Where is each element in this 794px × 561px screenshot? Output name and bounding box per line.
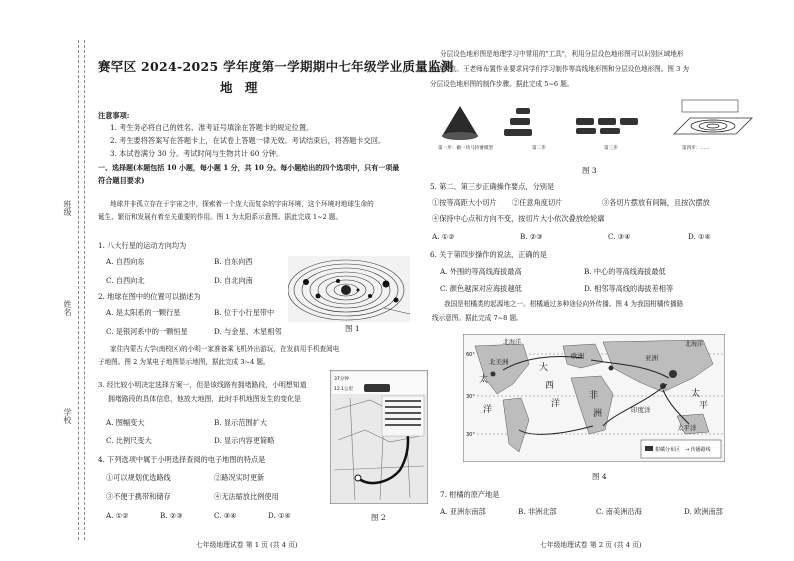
fig4-africa-1: 非	[589, 391, 599, 401]
q4-option-c[interactable]: C. ③④	[214, 511, 237, 520]
fig4-north-america: 北美洲	[489, 358, 509, 366]
figure-3-steps	[436, 96, 760, 158]
q6-option-b[interactable]: B. 中心的等高线海拔最低	[584, 267, 666, 276]
q5-option-b[interactable]: B. ②③	[520, 232, 543, 241]
q5-option-c[interactable]: C. ③④	[608, 232, 631, 241]
binding-line-2	[78, 40, 79, 540]
q7-option-b[interactable]: B. 非洲北部	[518, 507, 557, 516]
fig2-time: 37分钟	[334, 377, 349, 382]
class-label: 班级	[63, 200, 72, 216]
q2-option-d[interactable]: D. 与金星、木星相邻	[214, 327, 282, 336]
q1-option-b[interactable]: B. 自东向西	[214, 257, 253, 266]
q2-stem: 2. 地球在图中的位置可以描述为	[98, 292, 201, 301]
q1-option-c[interactable]: C. 自西向北	[106, 276, 145, 285]
q5-item-3: ③各切片摆放有间隔，且按次摆放	[602, 198, 710, 207]
fig4-africa-2: 洲	[593, 409, 603, 419]
fig4-europe: 欧洲	[571, 352, 584, 360]
q4-item-2: ②路况实时更新	[214, 473, 265, 482]
fig3-step2: 第二步	[532, 146, 546, 151]
figure-2-caption: 图 2	[371, 513, 386, 522]
q6-option-a[interactable]: A. 外围的等高线海拔最高	[440, 267, 522, 276]
binding-line	[84, 40, 85, 540]
q7-stem: 7. 柑橘的原产地是	[440, 490, 500, 499]
q3-option-a[interactable]: A. 图幅变大	[106, 418, 145, 427]
fig4-legend-1: 柑橘分布区	[655, 447, 681, 453]
fig3-step1: 第一步：做一块马铃薯模型	[438, 146, 494, 151]
fig4-atlantic-3: 洋	[551, 399, 561, 409]
right-intro-line1: 分层设色地形图是地理学习中常用的"工具"，利用分层设色地形图可以识别区域地形	[440, 50, 684, 58]
right-intro-line2: 地势特点。王老师布置作业要求同学们学习制作等高线地形图和分层设色地形图。图 3 为	[430, 65, 689, 73]
q1-option-a[interactable]: A. 自西向东	[106, 257, 145, 266]
fig4-pacific-right-1: 太	[691, 389, 701, 399]
q5-item-1: ①按等高距大小切片	[432, 198, 497, 207]
q4-item-4: ④无法缩放比例使用	[214, 492, 279, 501]
notice-item: 2. 考生要将答案写在答题卡上，在试卷上答题一律无效。考试结束后，将答题卡交回。	[110, 136, 386, 145]
q5-stem: 5. 第二、第三步正确操作要点，分别是	[430, 182, 555, 191]
school-label: 学校	[63, 408, 72, 424]
passage1-line2: 诞生、繁衍和发展有着至关重要的作用。图 1 为太阳系示意图。据此完成 1~2 题。	[98, 213, 343, 221]
q4-option-b[interactable]: B. ②③	[160, 511, 183, 520]
section1-line1: 一、选择题(本题包括 10 小题，每小题 1 分，共 10 分。每小题给出的四个选项中，只有一项最	[98, 163, 400, 172]
q3-option-b[interactable]: B. 显示范围扩大	[214, 418, 267, 427]
q1-option-d[interactable]: D. 自北向南	[214, 276, 253, 285]
passage1-line1: 地球并非孤立存在于宇宙之中，探索着一个庞大而复杂的宇宙环境，这个环境对地球生命的	[110, 200, 374, 208]
figure-2-electronic-map	[330, 370, 428, 504]
figure-3-caption: 图 3	[582, 166, 597, 175]
q3-stem-line1: 3. 经比较小明决定选择方案一，但是该线路有拥堵路段，小明想知道	[98, 381, 307, 389]
q6-option-c[interactable]: C. 颜色越深对应海拔越低	[440, 284, 522, 293]
q3-option-c[interactable]: C. 比例尺变大	[106, 436, 152, 445]
q3-stem-line2: 拥堵路段的具体信息，他放大地图，此时手机地图发生的变化是	[108, 395, 301, 403]
q1-stem: 1. 八大行星的运动方向均为	[98, 241, 187, 250]
passage2-line1: 家住内蒙古大学(南校区)的小明一家准备乘飞机外出游玩，在发前用手机查阅电	[110, 345, 340, 353]
figure-4-caption: 图 4	[592, 472, 607, 481]
figure-4-citrus-map	[463, 334, 725, 462]
fig4-north-sea-right: 北海洋	[685, 341, 704, 348]
q4-stem: 4. 下列选项中属于小明选择查阅的电子地图的特点是	[98, 455, 266, 464]
fig4-legend-2: → 传播路线	[685, 447, 711, 453]
q4-item-3: ③不便于携带和储存	[106, 492, 171, 501]
fig4-atlantic-1: 大	[539, 363, 549, 373]
q6-stem: 6. 关于第四步操作的说法，正确的是	[430, 250, 547, 259]
fig4-pacific-left-3: 洋	[483, 405, 493, 415]
right-intro-line3: 分层设色地形图的制作步骤。据此完成 5~6 题。	[430, 80, 574, 88]
q5-item-2: ②任意角度切片	[512, 198, 563, 207]
q5-option-a[interactable]: A. ①②	[432, 232, 455, 241]
figure-1-solar-system	[288, 256, 410, 322]
q4-option-a[interactable]: A. ①②	[106, 511, 129, 520]
q7-option-a[interactable]: A. 亚洲东南部	[440, 507, 486, 516]
fig4-pacific-left-1: 太	[479, 375, 489, 385]
q7-option-c[interactable]: C. 南美洲沿海	[596, 507, 642, 516]
q4-item-1: ①可以规划优选路线	[106, 473, 171, 482]
notice-item: 3. 本试卷满分 30 分。考试时间与生物共计 60 分钟。	[110, 149, 284, 158]
q6-option-d[interactable]: D. 相邻等高线的海拔差相等	[584, 284, 674, 293]
fig2-distance: 12.1公里	[334, 387, 354, 392]
exam-subject: 地 理	[220, 80, 262, 95]
fig3-step4: 第四步：……	[682, 146, 710, 151]
q2-option-a[interactable]: A. 是太阳系的一颗行星	[106, 308, 181, 317]
fig4-pacific-right-2: 平	[699, 401, 709, 411]
q2-option-c[interactable]: C. 是银河系中的一颗恒星	[106, 327, 188, 336]
exam-title: 赛罕区 2024-2025 学年度第一学期期中七年级学业质量监测	[98, 59, 454, 74]
fig4-asia: 亚洲	[645, 354, 658, 362]
fig4-north-sea: 北海洋	[503, 339, 522, 346]
fig4-indian-ocean: 印度洋	[631, 406, 651, 414]
q2-option-b[interactable]: B. 位于小行星带中	[214, 308, 275, 317]
notice-heading: 注意事项:	[98, 111, 130, 120]
q4-option-d[interactable]: D. ①④	[268, 511, 291, 520]
footer-right: 七年级地理试卷 第 2 页 (共 4 页)	[540, 541, 642, 549]
q3-option-d[interactable]: D. 显示内容更简略	[214, 436, 275, 445]
footer-left: 七年级地理试卷 第 1 页 (共 4 页)	[196, 541, 298, 549]
q7-option-d[interactable]: D. 欧洲南部	[684, 507, 723, 516]
fig4-lat-bottom: 30°	[466, 432, 475, 438]
figure-1-caption: 图 1	[345, 324, 360, 333]
fig4-lat-top: 60°	[466, 352, 475, 358]
name-label: 姓名	[63, 300, 72, 316]
passage2-line2: 子地图。图 2 为某电子地图显示地图，据此完成 3~4 题。	[98, 358, 270, 366]
q5-item-4: ④保持中心点和方向不变，按切片大小依次叠放绘轮廓	[432, 214, 605, 223]
fig4-atlantic-2: 西	[545, 381, 555, 391]
notice-item: 1. 考生务必将自己的姓名、准考证号填涂在答题卡的规定位置。	[110, 123, 314, 132]
fig3-step3: 第三步	[604, 146, 618, 151]
fig4-pacific-right: 太平洋	[677, 424, 697, 432]
fig4-lat-mid: 30°	[466, 394, 475, 400]
q5-option-d[interactable]: D. ①④	[688, 232, 711, 241]
passage3-line2: 线示意图。据此完成 7~8 题。	[432, 314, 523, 322]
section1-line2: 符合题目要求)	[98, 176, 145, 185]
passage3-line1: 我国是柑橘类的起源地之一。柑橘通过多种途径向外传播。图 4 为我国柑橘传播路	[444, 300, 684, 308]
